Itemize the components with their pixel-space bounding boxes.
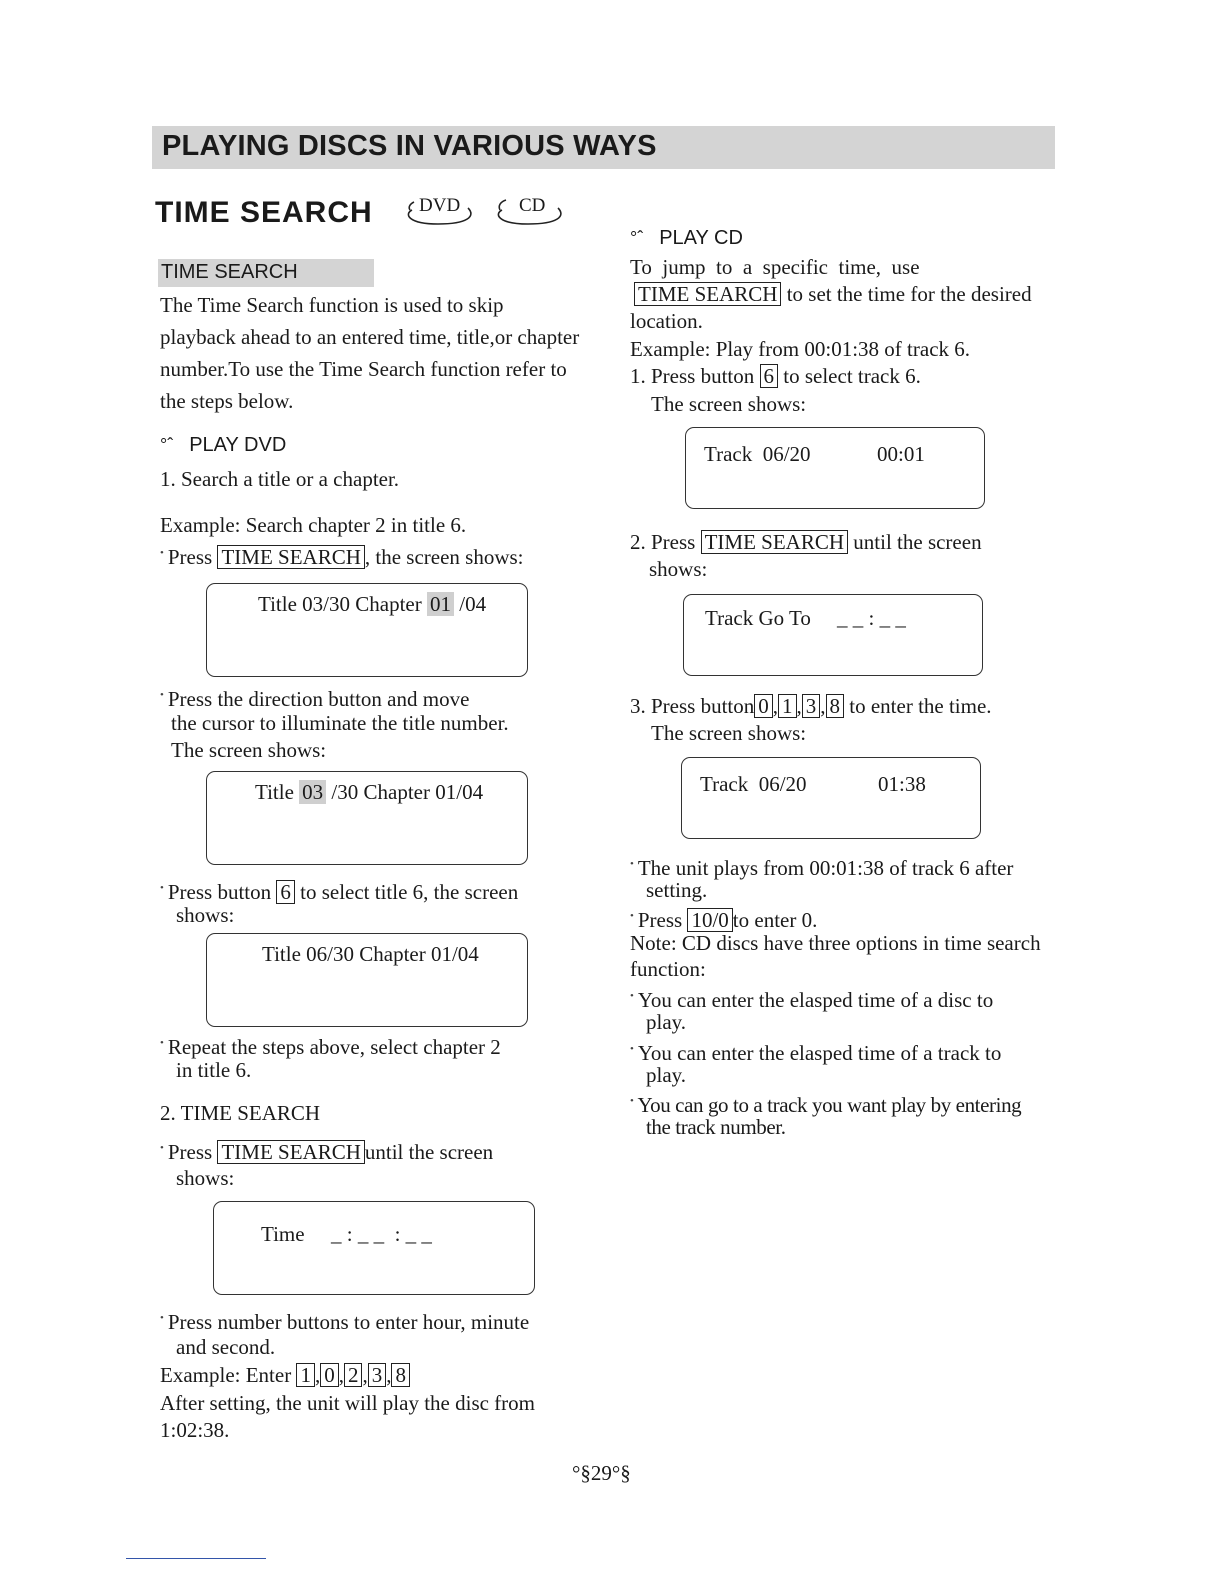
intro-line-2: playback ahead to an entered time, title,or chapter bbox=[160, 325, 580, 349]
time-search-key: TIME SEARCH bbox=[217, 545, 364, 569]
intro-line-4: the steps below. bbox=[160, 389, 294, 413]
cd-step-2: 2. Press TIME SEARCH until the screen bbox=[630, 530, 982, 554]
cd-screen-1-label: Track 06/20 bbox=[704, 442, 811, 466]
number-line-1: • Press number buttons to enter hour, minute bbox=[160, 1310, 530, 1334]
screen-display-1 bbox=[206, 583, 528, 677]
bullet-icon: • bbox=[630, 1043, 634, 1055]
repeat-line-1: • Repeat the steps above, select chapter 2 bbox=[160, 1035, 501, 1059]
bullet-icon: • bbox=[160, 547, 164, 559]
bullet-icon: • bbox=[630, 1095, 634, 1107]
press-b-line-2: shows: bbox=[176, 1166, 235, 1190]
cd-screen-display-2 bbox=[683, 594, 983, 676]
option-3-line-2: the track number. bbox=[646, 1115, 786, 1139]
intro-line-1: The Time Search function is used to skip bbox=[160, 293, 504, 317]
press-time-search-line bbox=[160, 540, 524, 571]
dvd-example: Example: Search chapter 2 in title 6. bbox=[160, 513, 467, 537]
cd-disc-icon bbox=[492, 190, 568, 232]
cd-disc-label: CD bbox=[519, 195, 546, 216]
time-search-key: TIME SEARCH bbox=[217, 1140, 364, 1164]
play-dvd-label: PLAY DVD bbox=[189, 434, 287, 456]
option-3-line-1: • You can go to a track you want play by entering bbox=[630, 1093, 1022, 1117]
dvd-disc-icon bbox=[402, 190, 478, 232]
bullet-icon: • bbox=[160, 882, 164, 894]
cd-screen-display-3 bbox=[681, 757, 981, 839]
jump-line-2: TIME SEARCH to set the time for the desired bbox=[634, 281, 1032, 308]
press-6-line-2: shows: bbox=[176, 903, 235, 927]
key-1: 1 bbox=[296, 1363, 315, 1387]
cd-screen-2-value: _ _ : _ _ bbox=[837, 606, 906, 630]
bullet-icon: • bbox=[160, 1037, 164, 1049]
bullet-icon: • bbox=[160, 1142, 164, 1154]
screen-4-value: _ : _ _ : _ _ bbox=[331, 1222, 432, 1246]
dvd-step-1: 1. Search a title or a chapter. bbox=[160, 467, 400, 491]
play-dvd-heading bbox=[160, 434, 286, 457]
bullet-icon: • bbox=[630, 858, 634, 870]
key-8: 8 bbox=[391, 1363, 410, 1387]
press-post-text: , the screen shows: bbox=[364, 545, 524, 569]
footer-divider bbox=[126, 1558, 266, 1559]
page-number: °§29°§ bbox=[572, 1461, 631, 1485]
enter-example-line: Example: Enter 1 , 0 , 2 , 3 , 8 bbox=[160, 1362, 410, 1389]
cd-step-3: 3. Press button 0 , 1 , 3 , 8 to enter the time. bbox=[630, 694, 992, 718]
option-2-line-2: play. bbox=[646, 1063, 687, 1087]
cd-example: Example: Play from 00:01:38 of track 6. bbox=[630, 337, 971, 361]
screen-4-label: Time bbox=[261, 1222, 305, 1246]
after-line-2: 1:02:38. bbox=[160, 1418, 230, 1442]
cd-step-2-line-2: shows: bbox=[649, 557, 708, 581]
cd-step-3-line-2: The screen shows: bbox=[651, 721, 807, 745]
key-10-0: 10/0 bbox=[687, 908, 732, 932]
after-line-1: After setting, the unit will play the disc from bbox=[160, 1391, 536, 1415]
press-100-line: • Press 10/0 to enter 0. bbox=[630, 908, 818, 932]
play-dvd-symbol: °ˆ bbox=[160, 435, 174, 455]
screen-3-text: Title 06/30 Chapter 01/04 bbox=[262, 942, 479, 966]
key-1: 1 bbox=[778, 694, 797, 718]
press-text: Press bbox=[167, 545, 213, 569]
cd-step-1-line-2: The screen shows: bbox=[651, 392, 807, 416]
direction-line-3: The screen shows: bbox=[171, 738, 327, 762]
bullet-icon: • bbox=[630, 990, 634, 1002]
key-3: 3 bbox=[368, 1363, 387, 1387]
cd-screen-3-time: 01:38 bbox=[878, 772, 926, 796]
key-2: 2 bbox=[344, 1363, 363, 1387]
number-line-2: and second. bbox=[176, 1335, 276, 1359]
jump-line-3: location. bbox=[630, 309, 703, 333]
bullet-icon: • bbox=[160, 1312, 164, 1324]
screen-display-4 bbox=[213, 1201, 535, 1295]
option-1-line-1: • You can enter the elasped time of a disc to bbox=[630, 988, 994, 1012]
note-line-1: Note: CD discs have three options in time search bbox=[630, 931, 1041, 955]
play-cd-label: PLAY CD bbox=[659, 227, 743, 249]
direction-line-1: • Press the direction button and move bbox=[160, 687, 470, 711]
screen-1-text: Title 03/30 Chapter 01 /04 bbox=[258, 592, 487, 616]
press-6-line: • Press button 6 to select title 6, the screen bbox=[160, 880, 519, 904]
section-title: TIME SEARCH bbox=[155, 196, 373, 229]
key-0: 0 bbox=[754, 694, 773, 718]
play-cd-heading bbox=[630, 227, 743, 250]
cd-screen-3-label: Track 06/20 bbox=[700, 772, 807, 796]
subhead-title: TIME SEARCH bbox=[161, 261, 298, 283]
page-header-title: PLAYING DISCS IN VARIOUS WAYS bbox=[162, 130, 657, 162]
cd-screen-2-label: Track Go To bbox=[705, 606, 811, 630]
screen-display-3 bbox=[206, 933, 528, 1027]
unit-plays-line-2: setting. bbox=[646, 878, 708, 902]
option-1-line-2: play. bbox=[646, 1010, 687, 1034]
repeat-line-2: in title 6. bbox=[176, 1058, 252, 1082]
note-line-2: function: bbox=[630, 957, 706, 981]
time-search-key: TIME SEARCH bbox=[701, 530, 848, 554]
highlighted-title: 03 bbox=[299, 780, 326, 804]
intro-line-3: number.To use the Time Search function refer to bbox=[160, 357, 567, 381]
cd-step-1: 1. Press button 6 to select track 6. bbox=[630, 364, 921, 388]
direction-line-2: the cursor to illuminate the title number. bbox=[171, 711, 509, 735]
key-3: 3 bbox=[802, 694, 821, 718]
screen-display-2 bbox=[206, 771, 528, 865]
screen-2-text: Title 03 /30 Chapter 01/04 bbox=[255, 780, 484, 804]
highlighted-chapter: 01 bbox=[427, 592, 454, 616]
bullet-icon: • bbox=[160, 689, 164, 701]
key-6: 6 bbox=[276, 880, 295, 904]
key-6: 6 bbox=[760, 364, 779, 388]
dvd-disc-label: DVD bbox=[419, 195, 461, 216]
jump-line-1: To jump to a specific time, use bbox=[630, 255, 920, 279]
dvd-step-2: 2. TIME SEARCH bbox=[160, 1101, 321, 1125]
cd-screen-1-time: 00:01 bbox=[877, 442, 925, 466]
option-2-line-1: • You can enter the elasped time of a track to bbox=[630, 1041, 1002, 1065]
key-8: 8 bbox=[826, 694, 845, 718]
play-cd-symbol: °ˆ bbox=[630, 228, 644, 248]
press-time-search-b: • Press TIME SEARCH until the screen bbox=[160, 1140, 494, 1164]
cd-screen-display-1 bbox=[685, 427, 985, 509]
unit-plays-line-1: • The unit plays from 00:01:38 of track 6 after bbox=[630, 856, 1014, 880]
key-0: 0 bbox=[320, 1363, 339, 1387]
time-search-key: TIME SEARCH bbox=[634, 282, 781, 306]
bullet-icon: • bbox=[630, 910, 634, 922]
